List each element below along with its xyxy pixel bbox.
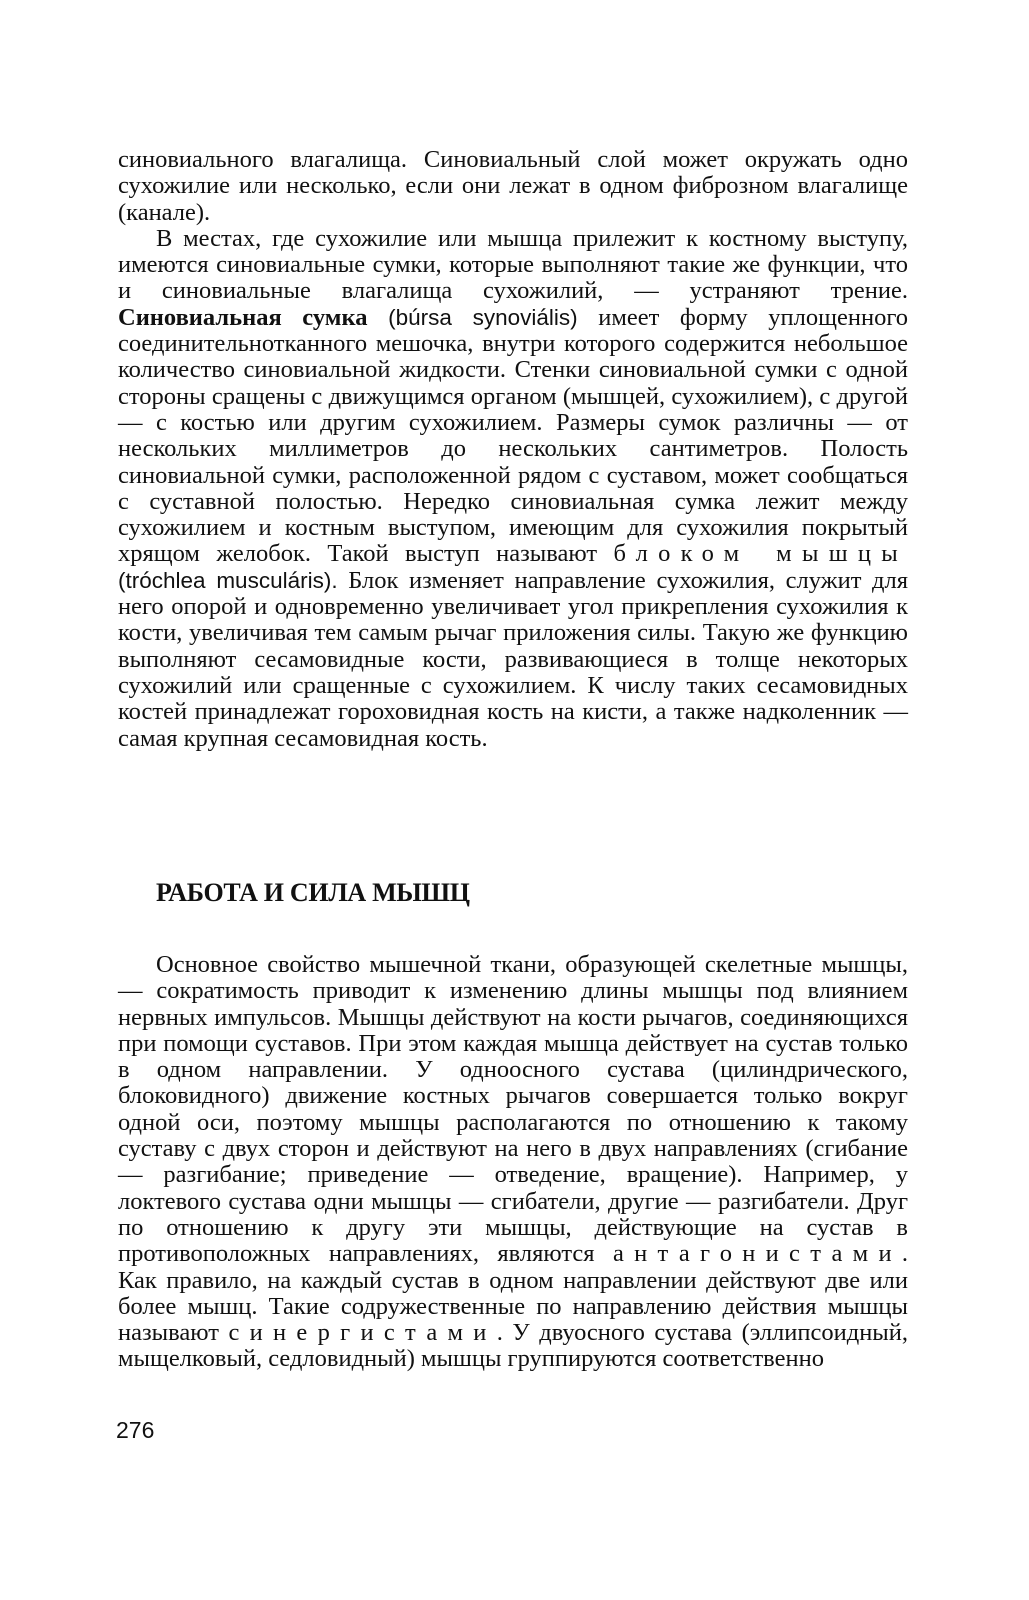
paragraph-text: . У двуосного сустава (эллипсоидный, мыщелковый, седловидный) мышцы группируются соответственно	[118, 1319, 908, 1373]
paragraph-muscle-work	[118, 952, 908, 1373]
paragraph-text: В местах, где сухожилие или мышца прилежит к костному выступу, имеются синовиальные сумки, которые выполняют такие же функции, что и синовиальные влагалища сухожилий, — устраняют трение.	[118, 224, 908, 305]
term-synergists: синергистами	[228, 1319, 497, 1347]
paragraph-text: . Как правило, на каждый сустав в одном направлении действуют две или более мышц. Такие содружественные по направлению действия мышцы называют	[118, 1240, 908, 1347]
latin-term-bursa: (búrsa synoviális)	[388, 304, 578, 330]
term-synovial-bursa: Синовиальная сумка	[118, 303, 368, 331]
paragraph-continuation: синовиального влагалища. Синовиальный слой может окружать одно сухожилие или несколько, если они лежат в одном фиброзном влагалище (канале).	[118, 146, 908, 226]
term-muscle-trochlea: блоком мышцы	[613, 540, 909, 568]
paragraph-text: Основное свойство мышечной ткани, образующей скелетные мышцы, — сократимость приводит к изменению длины мышцы под влиянием нервных импульсов. Мышцы действуют на кости рычагов, соединяющихся при помощи суставов. При этом каждая мышца действует на сустав только в одном направлении. У одноосного сустава (цилиндрического, блоковидного) движение костных рычагов совершается только вокруг одной оси, поэтому мышцы располагаются по отношению к такому суставу с двух сторон и действуют на него в двух направлениях (сгибание — разгибание; приведение — отведение, вращение). Например, у локтевого сустава одни мышцы — сгибатели, другие — разгибатели. Друг по отношению к другу эти мышцы, действующие на сустав в противоположных направлениях, являются	[118, 951, 908, 1268]
text-block-top	[118, 147, 908, 752]
text-block-bottom	[118, 952, 908, 1373]
paragraph-text: имеет форму уплощенного соединительнотканного мешочка, внутри которого содержится небольшое количество синовиальной жидкости. Стенки синовиальной сумки с одной стороны сращены с движущимся органом (мышцей, сухожилием), с другой — с костью или другим сухожилием. Размеры сумок различны — от нескольких миллиметров до нескольких сантиметров. Полость синовиальной сумки, расположенной рядом с суставом, может сообщаться с суставной полостью. Нередко синовиальная сумка лежит между сухожилием и костным выступом, имеющим для сухожилия покрытый хрящом желобок. Такой выступ называют	[118, 303, 909, 568]
paragraph-text: Блок изменяет направление сухожилия, служит для него опорой и одновременно увеличивает угол прикрепления сухожилия к кости, увеличивая тем самым рычаг приложения силы. Такую же функцию выполняют сесамовидные кости, развивающиеся в толще некоторых сухожилий или сращенные с сухожилием. К числу таких сесамовидных костей принадлежат гороховидная кость на кисти, а также надколенник — самая крупная сесамовидная кость.	[118, 566, 909, 752]
paragraph-synovial-bursa	[118, 226, 908, 752]
term-antagonists: антагонистами	[612, 1240, 902, 1268]
latin-term-trochlea: (tróchlea musculáris).	[118, 567, 338, 593]
page-number: 276	[116, 1417, 155, 1443]
section-heading: РАБОТА И СИЛА МЫШЦ	[156, 878, 470, 907]
